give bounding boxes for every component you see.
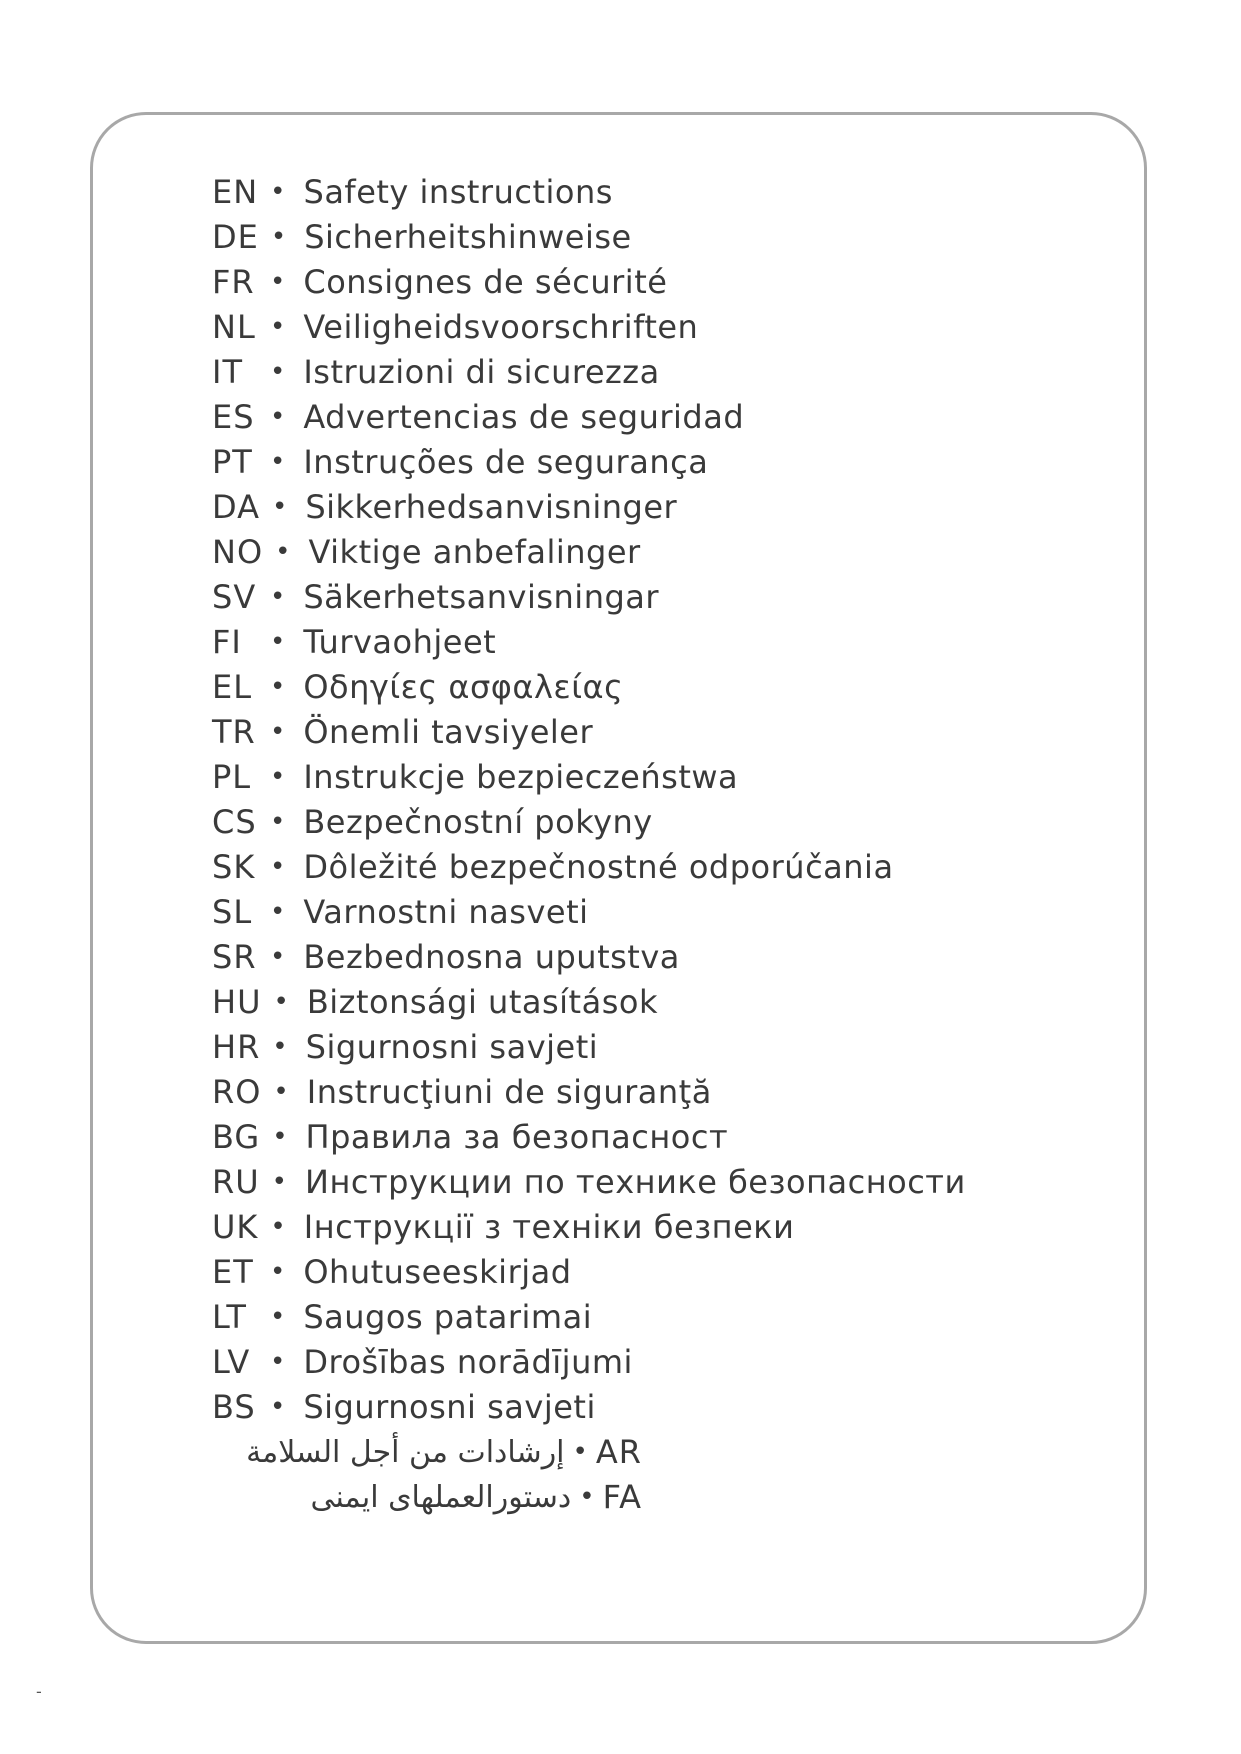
language-code: RO [212,1073,262,1111]
language-title: Instruções de segurança [303,443,709,481]
language-row-lv [212,1340,1012,1385]
language-title: Önemli tavsiyeler [303,713,594,751]
language-row-en [212,170,1012,215]
language-title: Säkerhetsanvisningar [303,578,660,616]
language-title: Drošības norādījumi [303,1343,633,1381]
language-row-fr [212,260,1012,305]
language-code: TR [212,713,256,751]
bullet: • [270,1347,286,1377]
language-title: Instrucţiuni de siguranţă [306,1073,712,1111]
language-title: Bezbednosna uputstva [303,938,680,976]
language-title: Turvaohjeet [303,623,497,661]
language-title: Sigurnosni savjeti [305,1028,599,1066]
language-title: Safety instructions [303,173,613,211]
language-row-uk [212,1205,1012,1250]
bullet: • [572,1437,588,1467]
bullet: • [270,222,287,252]
language-code: CS [212,803,257,841]
language-code: ET [212,1253,254,1291]
language-list [212,170,1012,1520]
language-row-el [212,665,1012,710]
language-row-et [212,1250,1012,1295]
language-row-hu [212,980,1012,1025]
language-title: Istruzioni di sicurezza [303,353,660,391]
language-title: Instrukcje bezpieczeństwa [303,758,739,796]
language-title: Saugos patarimai [303,1298,593,1336]
language-row-cs [212,800,1012,845]
bullet: • [271,1167,287,1197]
language-row-es [212,395,1012,440]
language-title: Sikkerhedsanvisninger [305,488,678,526]
language-code: SL [212,893,253,931]
language-code: DA [212,488,260,526]
bullet: • [275,537,291,567]
bullet: • [270,267,286,297]
bullet: • [270,1212,286,1242]
language-row-bg [212,1115,1012,1160]
language-row-lt [212,1295,1012,1340]
language-title: Varnostni nasveti [303,893,589,931]
language-code: HU [212,983,262,1021]
language-title: Ohutuseeskirjad [303,1253,572,1291]
bullet: • [270,852,286,882]
language-row-pl [212,755,1012,800]
language-title: Bezpečnostní pokyny [303,803,653,841]
language-code: LV [212,1343,251,1381]
language-row-da [212,485,1012,530]
language-code: SV [212,578,257,616]
language-code: BS [212,1388,256,1426]
language-row-nl [212,305,1012,350]
language-row-ro [212,1070,1012,1115]
language-row-ar [212,1430,642,1475]
language-title: Viktige anbefalinger [308,533,641,571]
bullet: • [272,1032,288,1062]
bullet: • [270,312,286,342]
language-code: LT [212,1298,247,1336]
language-code: HR [212,1028,261,1066]
language-code: UK [212,1208,259,1246]
bullet: • [270,402,286,432]
language-title: Sicherheitshinweise [304,218,632,256]
language-code: NO [212,533,264,571]
language-title: إرشادات من أجل السلامة [246,1435,565,1470]
language-row-tr [212,710,1012,755]
language-code: EN [212,173,259,211]
bullet: • [273,1077,289,1107]
language-title: Consignes de sécurité [303,263,668,301]
language-row-hr [212,1025,1012,1070]
language-title: Dôležité bezpečnostné odporúčania [303,848,894,886]
language-row-de [212,215,1012,260]
bullet: • [270,582,286,612]
language-row-sl [212,890,1012,935]
bullet: • [270,1302,286,1332]
bullet: • [273,987,289,1017]
bullet: • [270,1257,286,1287]
language-row-sv [212,575,1012,620]
bullet: • [270,807,286,837]
bullet: • [270,1392,286,1422]
bullet: • [270,762,286,792]
language-code: AR [595,1433,642,1471]
language-title: Biztonsági utasítások [306,983,658,1021]
language-title: Sigurnosni savjeti [303,1388,596,1426]
bullet: • [270,447,286,477]
bullet: • [270,672,286,702]
page-mark: - [36,1682,42,1701]
language-row-fa [212,1475,642,1520]
language-row-it [212,350,1012,395]
language-code: SR [212,938,257,976]
bullet: • [270,357,286,387]
language-title: Οδηγίες ασφαλείας [303,668,624,706]
bullet: • [271,492,288,522]
language-row-ru [212,1160,1012,1205]
language-code: EL [212,668,253,706]
bullet: • [270,717,286,747]
language-code: RU [212,1163,260,1201]
language-row-no [212,530,1012,575]
bullet: • [270,177,286,207]
language-code: IT [212,353,243,391]
language-code: BG [212,1118,261,1156]
bullet: • [270,897,286,927]
language-title: Інструкції з техніки безпеки [303,1208,795,1246]
language-row-bs [212,1385,1012,1430]
language-row-fi [212,620,1012,665]
language-code: DE [212,218,259,256]
language-title: Инструкции по технике безопасности [305,1163,966,1201]
language-row-pt [212,440,1012,485]
language-title: Правила за безопасност [305,1118,729,1156]
language-row-sk [212,845,1012,890]
language-code: ES [212,398,255,436]
bullet: • [579,1482,595,1512]
language-row-sr [212,935,1012,980]
language-code: FR [212,263,255,301]
language-code: FA [602,1478,642,1516]
language-code: PT [212,443,253,481]
language-title: Veiligheidsvoorschriften [303,308,699,346]
bullet: • [272,1122,288,1152]
bullet: • [270,627,286,657]
language-code: NL [212,308,256,346]
language-code: FI [212,623,242,661]
bullet: • [270,942,286,972]
language-title: دستورالعملهای ایمنی [310,1480,572,1515]
language-title: Advertencias de seguridad [303,398,745,436]
language-code: SK [212,848,256,886]
language-code: PL [212,758,252,796]
